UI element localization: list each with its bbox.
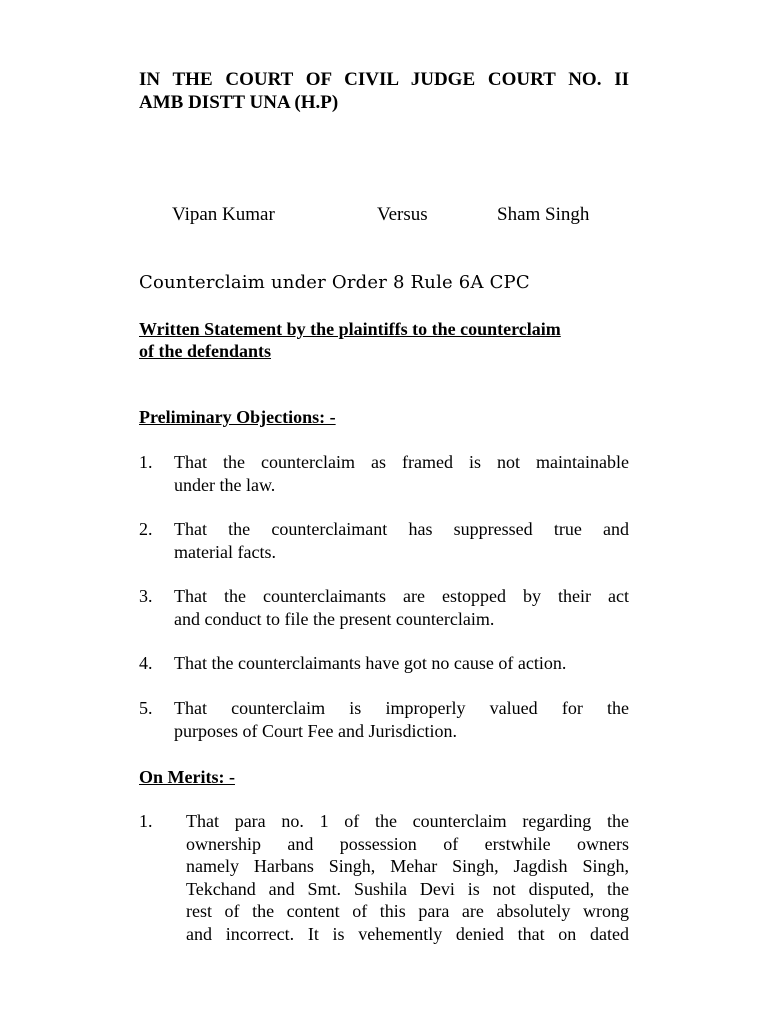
preliminary-objection-item [139,652,629,675]
item-text [174,451,629,496]
written-statement-line-1: Written Statement by the plaintiffs to the counterclaim [139,319,561,339]
item-number: 1. [139,811,153,831]
preliminary-objection-item [139,518,629,563]
preliminary-objection-item [139,585,629,630]
court-title [139,68,629,114]
counterclaim-heading: Counterclaim under Order 8 Rule 6A CPC [139,272,530,293]
written-statement-line-2: of the defendants [139,341,272,361]
on-merits-heading: On Merits: - [139,767,235,787]
plaintiff-name: Vipan Kumar [172,204,275,225]
item-text [174,585,629,630]
item-line: ownership and possession of erstwhile owners [186,833,629,854]
preliminary-objections-heading: Preliminary Objections: - [139,407,336,427]
item-line: material facts. [174,541,276,562]
item-line: That para no. 1 of the counterclaim regarding the [186,811,629,831]
item-number: 2. [139,519,153,539]
item-number: 5. [139,698,153,718]
item-text [186,810,629,945]
item-line: That the counterclaimant has suppressed true and [174,519,629,539]
item-line: under the law. [174,474,276,495]
item-line: and incorrect. It is vehemently denied that on dated [186,923,629,944]
court-title-line-2: AMB DISTT UNA (H.P) [139,92,339,113]
written-statement-heading [139,318,631,362]
merits-item [139,810,629,945]
item-text [174,697,629,742]
item-text [174,652,629,675]
item-line: That the counterclaimants are estopped by their act [174,586,629,606]
item-line: namely Harbans Singh, Mehar Singh, Jagdish Singh, [186,856,629,876]
item-line: That the counterclaimants have got no cause of action. [174,653,567,673]
preliminary-objection-item [139,697,629,742]
item-number: 4. [139,653,153,673]
item-number: 1. [139,452,153,472]
versus-label: Versus [377,204,428,225]
item-number: 3. [139,586,153,606]
item-line: purposes of Court Fee and Jurisdiction. [174,720,457,741]
court-title-line-1: IN THE COURT OF CIVIL JUDGE COURT NO. II [139,69,629,90]
defendant-name: Sham Singh [497,204,590,225]
item-line: That the counterclaim as framed is not maintainable [174,452,629,472]
item-text [174,518,629,563]
item-line: Tekchand and Smt. Sushila Devi is not disputed, the [186,878,629,899]
preliminary-objection-item [139,451,629,496]
item-line: rest of the content of this para are absolutely wrong [186,901,629,921]
item-line: and conduct to file the present counterclaim. [174,608,495,629]
item-line: That counterclaim is improperly valued for the [174,698,629,718]
